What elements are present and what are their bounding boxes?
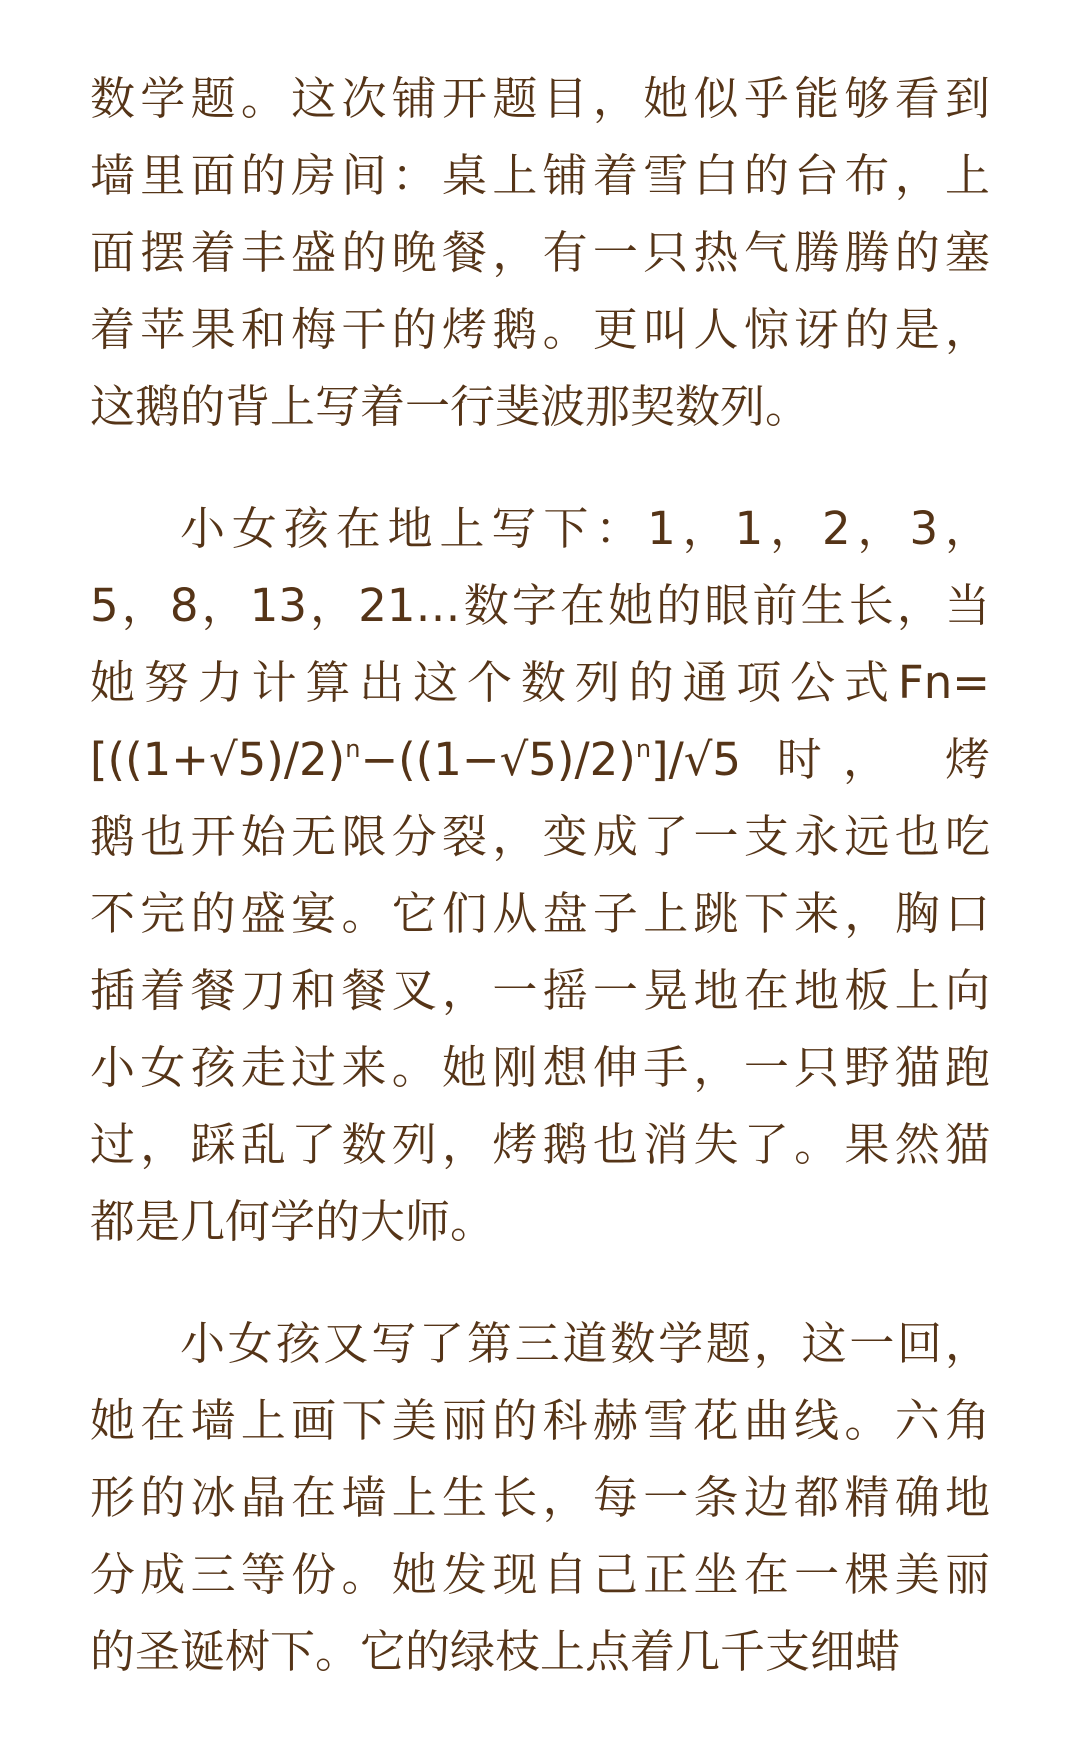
text-line: 小女孩又写了第三道数学题，这一回， <box>180 1317 990 1370</box>
text-line: 她努力计算出这个数列的通项公式Fn= <box>90 656 990 709</box>
text-line: 5，8，13，21…数字在她的眼前生长，当 <box>90 579 990 632</box>
text-line: 分成三等份。她发现自己正坐在一棵美丽 <box>90 1548 990 1601</box>
formula-part: ]/√5 时， 烤 <box>651 733 990 786</box>
text-line: 她在墙上画下美丽的科赫雪花曲线。六角 <box>90 1394 990 1447</box>
formula-line <box>90 721 990 798</box>
paragraph-1 <box>90 60 990 445</box>
text-line: 着苹果和梅干的烤鹅。更叫人惊讶的是， <box>90 303 990 356</box>
text-line: 数学题。这次铺开题目，她似乎能够看到 <box>90 72 990 125</box>
text-line: 面摆着丰盛的晚餐，有一只热气腾腾的塞 <box>90 226 990 279</box>
text-line: 不完的盛宴。它们从盘子上跳下来，胸口 <box>90 887 990 940</box>
text-line: 墙里面的房间：桌上铺着雪白的台布，上 <box>90 149 990 202</box>
text-line: 小女孩在地上写下：1，1，2，3， <box>180 502 990 555</box>
text-line: 插着餐刀和餐叉，一摇一晃地在地板上向 <box>90 964 990 1017</box>
formula-exponent: n <box>635 735 652 763</box>
text-line: 都是几何学的大师。 <box>90 1195 496 1248</box>
formula-part: −((1−√5)/2) <box>360 733 636 786</box>
paragraph-3 <box>90 1305 990 1690</box>
text-line: 鹅也开始无限分裂，变成了一支永远也吃 <box>90 810 990 863</box>
paragraph-2 <box>90 490 990 1260</box>
text-line: 小女孩走过来。她刚想伸手，一只野猫跑 <box>90 1041 990 1094</box>
formula-exponent: n <box>345 735 361 763</box>
formula-part: [((1+√5)/2) <box>90 733 346 786</box>
text-line: 形的冰晶在墙上生长，每一条边都精确地 <box>90 1471 990 1524</box>
text-line: 过，踩乱了数列，烤鹅也消失了。果然猫 <box>90 1118 990 1171</box>
text-line: 的圣诞树下。它的绿枝上点着几千支细蜡 <box>90 1625 901 1678</box>
text-line: 这鹅的背上写着一行斐波那契数列。 <box>90 380 811 433</box>
